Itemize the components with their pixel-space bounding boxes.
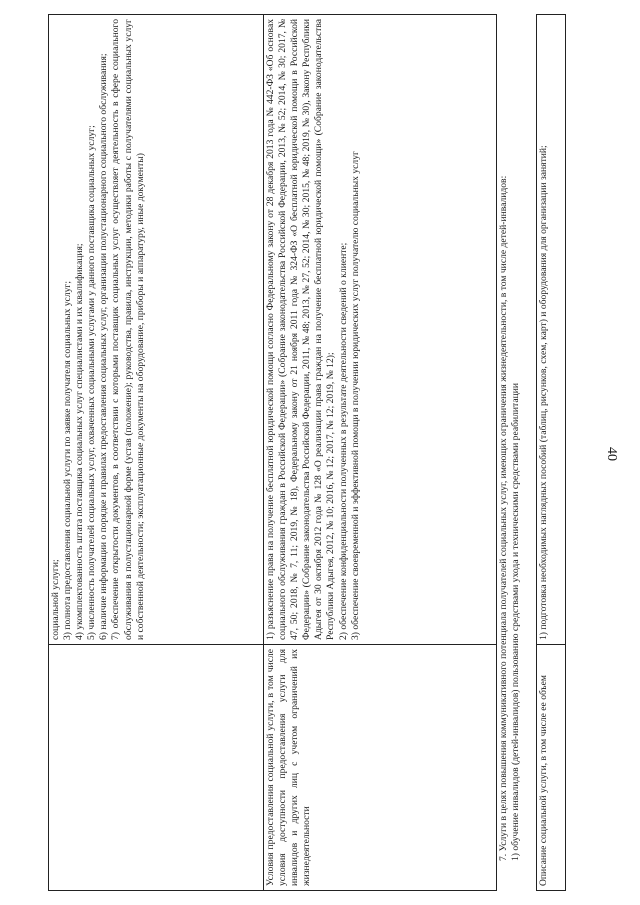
indicator-line: 3) полнота предоставления социальной услуги по заявке получателя социальных услуг; <box>62 280 74 640</box>
table-row <box>49 15 264 891</box>
table-row <box>264 15 497 891</box>
section-subheading: 1) обучение инвалидов (детей-инвалидов) пользованию средствами ухода и техническими средствами реабилитации <box>510 383 522 861</box>
indicator-line: 6) наличие информации о порядке и правилах предоставления социальных услуг, организации полустационарного социального обслуживания; <box>98 53 110 640</box>
indicator-list <box>49 15 264 645</box>
condition-item: 1) разъяснение права на получение бесплатной юридической помощи согласно Федеральному закону от 28 декабря 2013 года № 442-ФЗ «Об основах социального обслуживания граждан в Российской Федерации» (Собрание законодательства Российской Федерации, 2013, № 52; 2014, № 30; 2017, № 47, 50; 2018, № 7, 11; 2019, № 18), Федеральному закону от 21 ноября 2011 года № 324-ФЗ «О бесплатной юридической помощи в Российской Федерации» (Собрание законодательства Российской Федерации, 2011, № 48; 2013, № 27, 52; 2014, № 30; 2015, № 48; 2019, № 30), Закону Республики Адыгея от 30 октября 2012 года № 128 «О реализации права граждан на получение бесплатной юридической помощи» (Собрание законодательства Республики Адыгея, 2012, № 10; 2016, № 12; 2017, № 12; 2019, № 12); <box>265 19 337 640</box>
indicator-line: 4) укомплектованность штата поставщика социальных услуг специалистами и их квалификация; <box>74 243 86 640</box>
indicator-line: социальной услуги; <box>50 559 61 640</box>
section-heading: 7. Услуги в целях повышения коммуникативного потенциала получателей социальных услуг, имеющих ограничения жизнедеятельности, в том числе детей-инвалидов: <box>498 175 509 861</box>
conditions-list <box>264 15 497 645</box>
description-text: 1) подготовка необходимых наглядных пособий (таблиц, рисунков, схем, карт) и оборудования для организации занятий; <box>537 15 566 645</box>
condition-item: 3) обеспечение своевременной и эффективной помощи в получении юридических услуг получателю социальных услуг <box>349 151 361 640</box>
condition-item: 2) обеспечение конфиденциальности полученных в результате деятельности сведений о клиенте; <box>337 242 349 640</box>
indicator-line: 7) обеспечение открытости документов, в соответствии с которыми поставщик социальных услуг осуществляет деятельность в сфере социального обслуживания в полустационарной форме (устав (положение); руководства, правила, инструкции, методики работы с получателями социальных услуг и собственной деятельности; эксплуатационные документы на оборудование, приборы и аппаратуру, иные документы) <box>110 19 146 640</box>
conditions-label: Условия предоставления социальной услуги, в том числе условия доступности предоставления услуги для инвалидов и других лиц с учетом ограничений их жизнедеятельности <box>264 645 497 891</box>
indicator-line: 5) численность получателей социальных услуг, охваченных социальными услугами у данного поставщика социальных услуг; <box>86 125 98 640</box>
standard-table <box>48 14 497 891</box>
rotated-page-wrapper <box>48 14 640 886</box>
section-block <box>498 14 522 891</box>
document-sheet <box>48 14 588 891</box>
description-label: Описание социальной услуги, в том числе ее объем <box>537 645 566 891</box>
page-number: 40 <box>604 447 619 461</box>
description-table <box>536 14 566 891</box>
table-row <box>537 15 566 891</box>
row-label-empty <box>49 645 264 891</box>
